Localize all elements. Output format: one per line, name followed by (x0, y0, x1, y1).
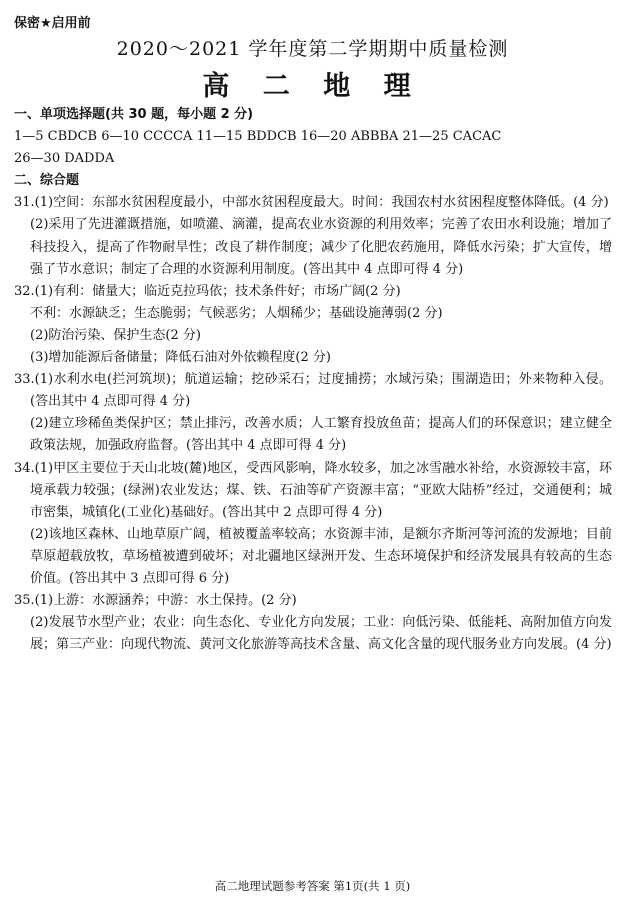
q33-part2: (2)建立珍稀鱼类保护区；禁止排污，改善水质；人工繁育投放鱼苗；提高人们的环保意识；建立健全政策法规，加强政府监督。(答出其中 4 点即可得 4 分) (30, 416, 612, 454)
q34-part1: 34.(1)甲区主要位于天山北坡(麓)地区，受西风影响，降水较多，加之冰雪融水补给，水资源较丰富，环境承载力较强；(绿洲)农业发达；煤、铁、石油等矿产资源丰富；“亚欧大陆桥”经过，交通便利；城市密集，城镇化(工业化)基础好。(答出其中 2 点即可得 4 分) (14, 460, 612, 520)
q35-part1: 35.(1)上游：水源涵养；中游：水土保持。(2 分) (14, 593, 297, 609)
mc-answers-line1: 1—5 CBDCB 6—10 CCCCA 11—15 BDDCB 16—20 ABBBA 21—25 CACAC (14, 129, 502, 145)
mc-answers-line2: 26—30 DADDA (14, 151, 115, 167)
answer-content (14, 104, 612, 656)
q32-part4: (3)增加能源后备储量；降低石油对外依赖程度(2 分) (30, 350, 331, 366)
confidential-label: 保密★启用前 (14, 16, 91, 31)
q32-part1: 32.(1)有利：储量大；临近克拉玛依；技术条件好；市场广阔(2 分) (14, 283, 401, 299)
q33-part1: 33.(1)水利水电(拦河筑坝)；航道运输；挖砂采石；过度捕捞；水域污染；围湖造田；外来物种入侵。(答出其中 4 点即可得 4 分) (14, 372, 612, 410)
q31-part1: 31.(1)空间：东部水贫困程度最小，中部水贫困程度最大。时间：我国农村水贫困程度整体降低。(4 分) (14, 195, 609, 211)
q32-part2: 不利：水源缺乏；生态脆弱；气候恶劣；人烟稀少；基础设施薄弱(2 分) (30, 305, 443, 321)
section1-heading: 一、单项选择题(共 30 题，每小题 2 分) (14, 107, 254, 122)
page-title: 高 二 地 理 (202, 71, 423, 102)
q31-part2: (2)采用了先进灌溉措施，如喷灌、滴灌，提高农业水资源的利用效率；完善了农田水利设施；增加了科技投入，提高了作物耐旱性；改良了耕作制度；减少了化肥农药施用，降低水污染；扩大宣传，增强了节水意识；制定了合理的水资源利用制度。(答出其中 4 点即可得 4 分) (30, 217, 612, 277)
q34-part2: (2)该地区森林、山地草原广阔，植被覆盖率较高；水资源丰沛，是额尔齐斯河等河流的发源地；目前草原超载放牧，草场植被遭到破坏；对北疆地区绿洲开发、生态环境保护和经济发展具有较高的生态价值。(答出其中 3 点即可得 6 分) (30, 526, 612, 586)
q35-part2: (2)发展节水型产业；农业：向生态化、专业化方向发展；工业：向低污染、低能耗、高附加值方向发展；第三产业：向现代物流、黄河文化旅游等高技术含量、高文化含量的现代服务业方向发展。(4 分) (30, 615, 612, 653)
exam-subtitle: 2020～2021 学年度第二学期期中质量检测 (116, 38, 509, 60)
section2-heading: 二、综合题 (14, 173, 80, 189)
q32-part3: (2)防治污染、保护生态(2 分) (30, 327, 201, 343)
page-footer: 高二地理试题参考答案 第1页(共 1 页) (214, 879, 411, 893)
